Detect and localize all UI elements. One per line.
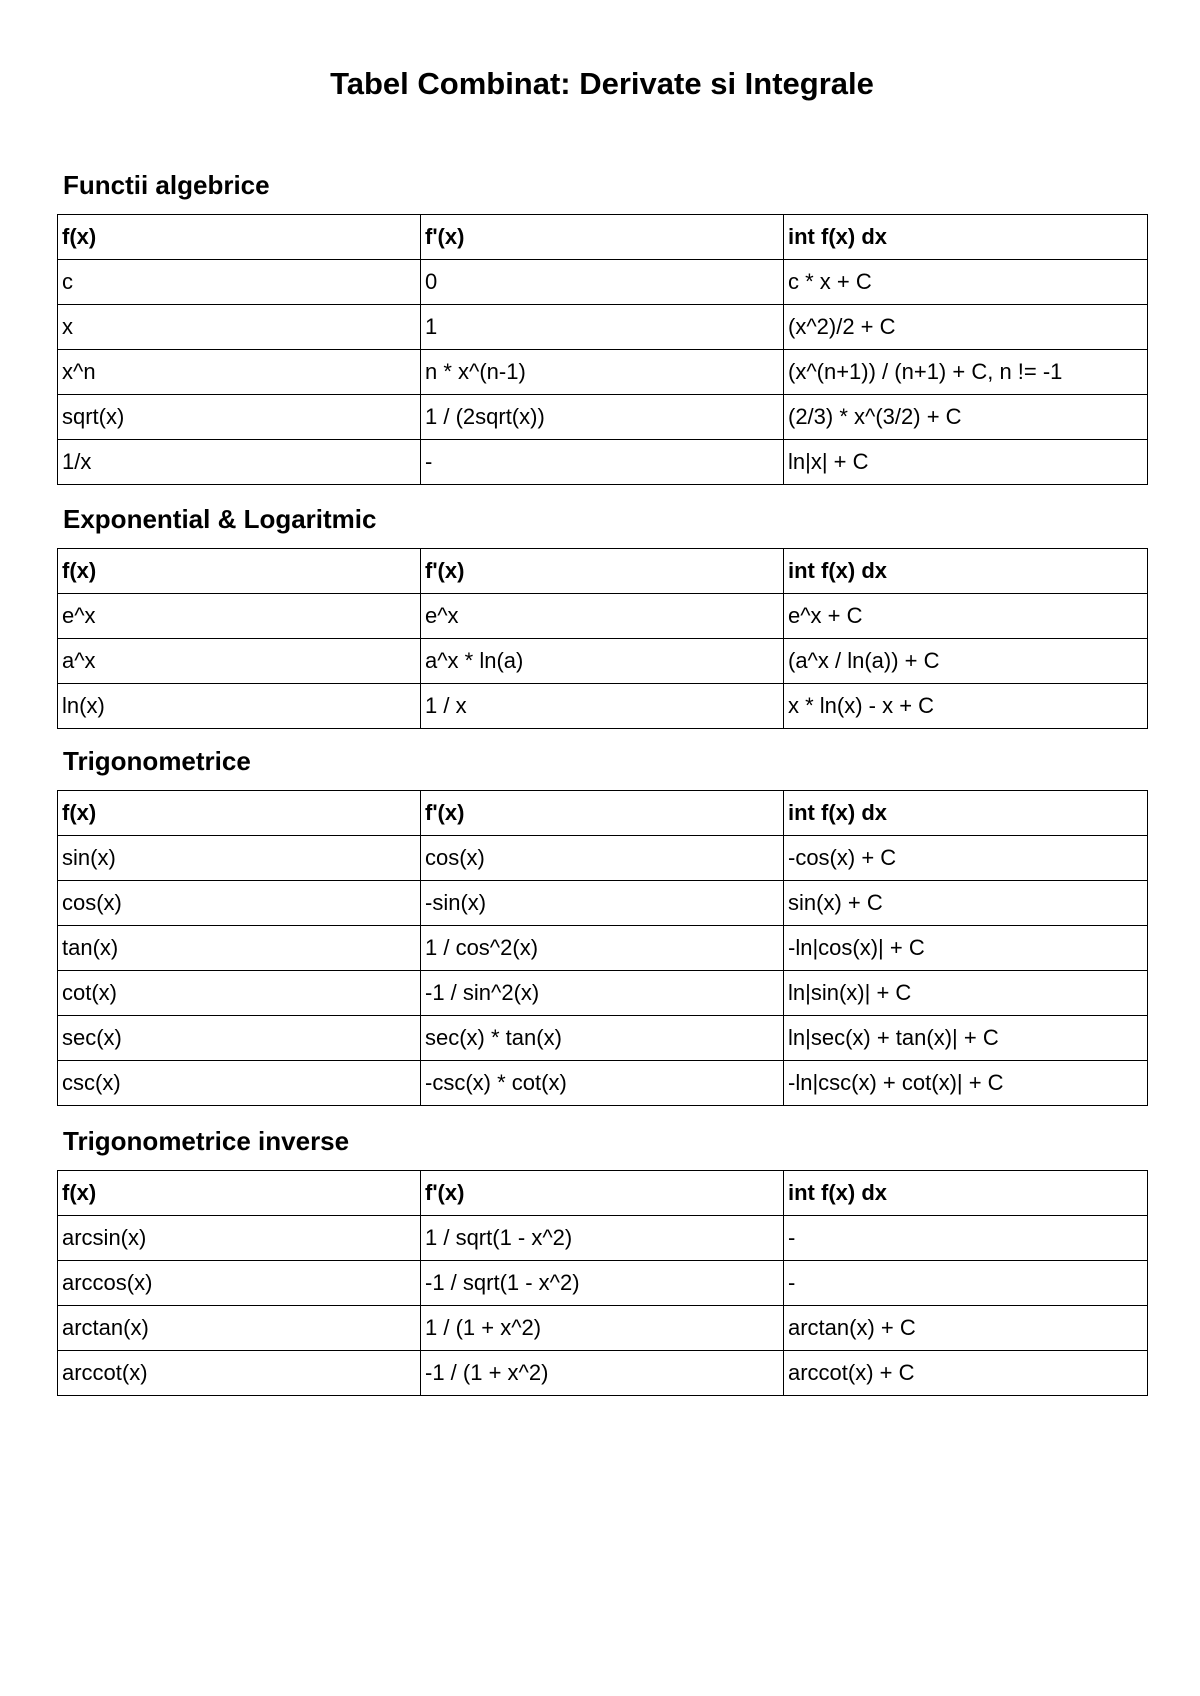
cell-integral: (a^x / ln(a)) + C <box>784 639 1148 684</box>
cell-integral: sin(x) + C <box>784 881 1148 926</box>
table-row <box>58 260 1148 305</box>
cell-derivative: a^x * ln(a) <box>421 639 784 684</box>
cell-derivative: -sin(x) <box>421 881 784 926</box>
table-row <box>58 836 1148 881</box>
cell-integral: e^x + C <box>784 594 1148 639</box>
table-header-row <box>58 791 1148 836</box>
section-trigonometrice-inverse <box>57 1124 1147 1396</box>
cell-derivative: 1 / (1 + x^2) <box>421 1306 784 1351</box>
cell-integral: -ln|cos(x)| + C <box>784 926 1148 971</box>
section-heading: Trigonometrice inverse <box>63 1126 350 1156</box>
column-header-derivative: f'(x) <box>421 549 784 594</box>
table-row <box>58 1351 1148 1396</box>
cell-function: arcsin(x) <box>58 1216 421 1261</box>
column-header-derivative: f'(x) <box>421 1171 784 1216</box>
cell-integral: arccot(x) + C <box>784 1351 1148 1396</box>
section-heading: Trigonometrice <box>63 746 251 776</box>
cell-integral: arctan(x) + C <box>784 1306 1148 1351</box>
page-title: Tabel Combinat: Derivate si Integrale <box>330 66 874 101</box>
table-row <box>58 1306 1148 1351</box>
cell-derivative: e^x <box>421 594 784 639</box>
cell-derivative: - <box>421 440 784 485</box>
cell-function: sin(x) <box>58 836 421 881</box>
cell-function: x <box>58 305 421 350</box>
cell-function: arctan(x) <box>58 1306 421 1351</box>
cell-function: arccot(x) <box>58 1351 421 1396</box>
cell-function: cot(x) <box>58 971 421 1016</box>
derivative-integral-table <box>57 214 1148 485</box>
cell-function: x^n <box>58 350 421 395</box>
section-trigonometrice <box>57 744 1147 1106</box>
cell-integral: x * ln(x) - x + C <box>784 684 1148 729</box>
cell-derivative: n * x^(n-1) <box>421 350 784 395</box>
cell-function: e^x <box>58 594 421 639</box>
cell-derivative: 1 / sqrt(1 - x^2) <box>421 1216 784 1261</box>
cell-function: ln(x) <box>58 684 421 729</box>
column-header-function: f(x) <box>58 1171 421 1216</box>
cell-derivative: -csc(x) * cot(x) <box>421 1061 784 1106</box>
column-header-function: f(x) <box>58 791 421 836</box>
cell-derivative: 1 <box>421 305 784 350</box>
table-row <box>58 395 1148 440</box>
cell-integral: ln|sin(x)| + C <box>784 971 1148 1016</box>
table-row <box>58 440 1148 485</box>
table-row <box>58 684 1148 729</box>
table-header-row <box>58 1171 1148 1216</box>
cell-derivative: -1 / (1 + x^2) <box>421 1351 784 1396</box>
table-row <box>58 1216 1148 1261</box>
cell-function: a^x <box>58 639 421 684</box>
section-heading: Exponential & Logaritmic <box>63 504 377 534</box>
cell-function: csc(x) <box>58 1061 421 1106</box>
column-header-derivative: f'(x) <box>421 215 784 260</box>
section-functii-algebrice <box>57 168 1147 485</box>
cell-function: 1/x <box>58 440 421 485</box>
cell-integral: (x^2)/2 + C <box>784 305 1148 350</box>
cell-derivative: -1 / sqrt(1 - x^2) <box>421 1261 784 1306</box>
column-header-integral: int f(x) dx <box>784 549 1148 594</box>
cell-function: sec(x) <box>58 1016 421 1061</box>
section-exponential-logaritmic <box>57 502 1147 729</box>
cell-derivative: cos(x) <box>421 836 784 881</box>
section-heading: Functii algebrice <box>63 170 270 200</box>
table-row <box>58 305 1148 350</box>
derivative-integral-table <box>57 1170 1148 1396</box>
column-header-integral: int f(x) dx <box>784 215 1148 260</box>
column-header-derivative: f'(x) <box>421 791 784 836</box>
table-header-row <box>58 215 1148 260</box>
table-row <box>58 1016 1148 1061</box>
table-row <box>58 881 1148 926</box>
table-row <box>58 350 1148 395</box>
table-row <box>58 1061 1148 1106</box>
cell-integral: -ln|csc(x) + cot(x)| + C <box>784 1061 1148 1106</box>
table-row <box>58 594 1148 639</box>
cell-integral: c * x + C <box>784 260 1148 305</box>
cell-integral: ln|sec(x) + tan(x)| + C <box>784 1016 1148 1061</box>
cell-integral: (x^(n+1)) / (n+1) + C, n != -1 <box>784 350 1148 395</box>
table-header-row <box>58 549 1148 594</box>
cell-function: sqrt(x) <box>58 395 421 440</box>
cell-function: c <box>58 260 421 305</box>
cell-function: arccos(x) <box>58 1261 421 1306</box>
cell-derivative: 1 / x <box>421 684 784 729</box>
cell-function: cos(x) <box>58 881 421 926</box>
cell-integral: ln|x| + C <box>784 440 1148 485</box>
cell-derivative: 1 / cos^2(x) <box>421 926 784 971</box>
table-row <box>58 971 1148 1016</box>
derivative-integral-table <box>57 548 1148 729</box>
cell-derivative: 0 <box>421 260 784 305</box>
column-header-integral: int f(x) dx <box>784 791 1148 836</box>
cell-derivative: sec(x) * tan(x) <box>421 1016 784 1061</box>
cell-integral: (2/3) * x^(3/2) + C <box>784 395 1148 440</box>
column-header-function: f(x) <box>58 215 421 260</box>
cell-function: tan(x) <box>58 926 421 971</box>
cell-derivative: -1 / sin^2(x) <box>421 971 784 1016</box>
cell-integral: -cos(x) + C <box>784 836 1148 881</box>
column-header-function: f(x) <box>58 549 421 594</box>
derivative-integral-table <box>57 790 1148 1106</box>
column-header-integral: int f(x) dx <box>784 1171 1148 1216</box>
cell-integral: - <box>784 1216 1148 1261</box>
table-row <box>58 1261 1148 1306</box>
cell-integral: - <box>784 1261 1148 1306</box>
table-row <box>58 926 1148 971</box>
table-row <box>58 639 1148 684</box>
cell-derivative: 1 / (2sqrt(x)) <box>421 395 784 440</box>
